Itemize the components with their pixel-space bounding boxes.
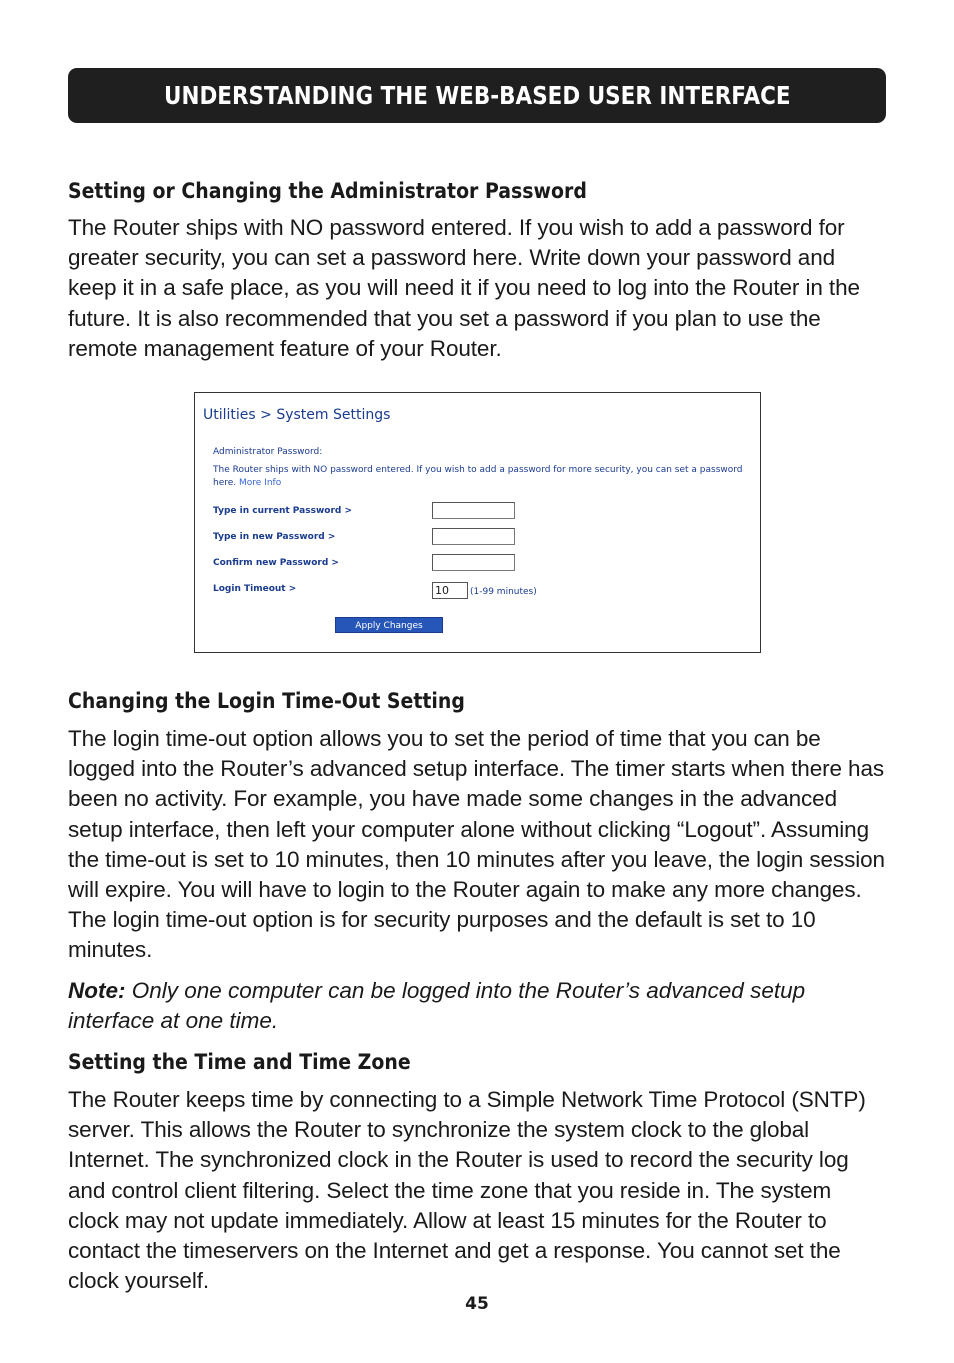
admin-password-description	[213, 464, 758, 490]
section-heading-login-timeout: Changing the Login Time-Out Setting	[68, 689, 465, 713]
new-password-label: Type in new Password >	[213, 532, 336, 542]
note-paragraph	[68, 976, 886, 1036]
section-body-time-zone: The Router keeps time by connecting to a Simple Network Time Protocol (SNTP) server. This allows the Router to synchronize the system clock to the global Internet. The synchronized clock in the Router is used to record the security log and control client filtering. Select the time zone that you reside in. The system clock may not update immediately. Allow at least 15 minutes for the Router to contact the timeservers on the Internet and get a response. You cannot set the clock yourself.	[68, 1087, 866, 1294]
section-heading-admin-password: Setting or Changing the Administrator Password	[68, 179, 587, 203]
confirm-password-input[interactable]	[432, 554, 515, 571]
page-header-banner	[68, 68, 886, 123]
current-password-label: Type in current Password >	[213, 506, 353, 516]
description-text: The Router ships with NO password entered. If you wish to add a password for more security, you can set a password here.	[213, 465, 743, 488]
admin-password-label: Administrator Password:	[213, 447, 323, 457]
login-timeout-label: Login Timeout >	[213, 584, 297, 594]
section-body-login-timeout: The login time-out option allows you to set the period of time that you can be logged into the Router’s advanced setup interface. The timer starts when there has been no activity. For example, you have made some changes in the advanced setup interface, then left your computer alone without clicking “Logout”. Assuming the time-out is set to 10 minutes, then 10 minutes after you leave, the login session will expire. You will have to login to the Router again to make any more changes. The login time-out option is for security purposes and the default is set to 10 minutes.	[68, 726, 885, 963]
note-text: Only one computer can be logged into the Router’s advanced setup interface at one time.	[68, 978, 806, 1034]
login-timeout-input[interactable]: 10	[432, 582, 468, 599]
system-settings-screenshot	[194, 392, 761, 653]
new-password-input[interactable]	[432, 528, 515, 545]
page-number: 45	[465, 1294, 489, 1314]
page-header-title: UNDERSTANDING THE WEB-BASED USER INTERFACE	[163, 81, 791, 110]
more-info-link[interactable]: More Info	[239, 478, 282, 488]
apply-changes-button[interactable]: Apply Changes	[335, 617, 443, 633]
note-label: Note:	[68, 978, 126, 1003]
section-heading-time-zone: Setting the Time and Time Zone	[68, 1050, 411, 1074]
breadcrumb: Utilities > System Settings	[203, 407, 391, 423]
current-password-input[interactable]	[432, 502, 515, 519]
login-timeout-hint: (1-99 minutes)	[470, 587, 537, 597]
confirm-password-label: Confirm new Password >	[213, 558, 339, 568]
section-body-admin-password: The Router ships with NO password entered. If you wish to add a password for greater security, you can set a password here. Write down your password and keep it in a safe place, as you will need it if you need to log into the Router in the future. It is also recommended that you set a password if you plan to use the remote management feature of your Router.	[68, 215, 860, 361]
